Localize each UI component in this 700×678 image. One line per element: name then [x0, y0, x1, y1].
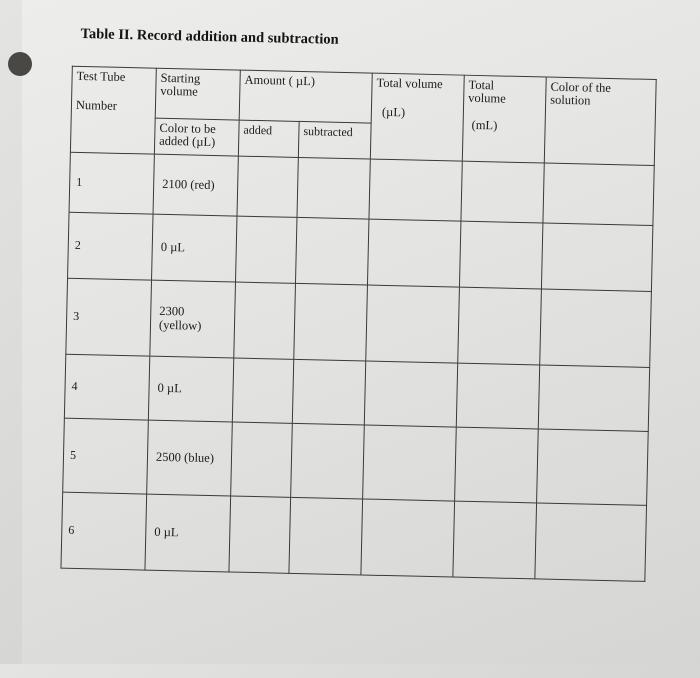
tube-number: 3 — [66, 278, 152, 356]
paper-sheet — [22, 0, 700, 664]
total-volume-ml-cell[interactable] — [456, 363, 539, 429]
added-cell[interactable] — [231, 422, 293, 497]
total-volume-ul-cell[interactable] — [366, 285, 460, 363]
worksheet — [8, 0, 700, 678]
added-cell[interactable] — [236, 216, 297, 283]
total-volume-ml-cell[interactable] — [453, 501, 537, 579]
subtracted-cell[interactable] — [292, 359, 365, 425]
header-color-of-solution: Color of the solution — [544, 77, 656, 165]
record-table — [60, 66, 656, 582]
header-subtracted: subtracted — [298, 121, 371, 159]
table-caption: Table II. Record addition and subtraction — [80, 25, 339, 48]
added-cell[interactable] — [232, 358, 293, 423]
tube-number: 6 — [61, 492, 147, 570]
total-volume-ml-cell[interactable] — [459, 221, 542, 289]
header-total-volume-ml-line2: (mL) — [471, 118, 498, 133]
color-to-be-added-value: 0 µL — [148, 356, 233, 422]
header-amount: Amount ( µL) — [239, 70, 372, 123]
color-of-solution-cell[interactable] — [543, 163, 654, 225]
color-to-be-added-value: 2300 (yellow) — [150, 280, 236, 358]
color-to-be-added-value: 0 µL — [152, 214, 237, 282]
added-cell[interactable] — [234, 282, 296, 359]
table-row — [66, 278, 652, 367]
subtracted-cell[interactable] — [297, 157, 370, 219]
header-test-tube — [70, 66, 156, 154]
color-of-solution-cell[interactable] — [541, 223, 652, 291]
subtracted-cell[interactable] — [289, 497, 363, 575]
tube-number: 4 — [64, 354, 149, 420]
total-volume-ul-cell[interactable] — [367, 219, 460, 287]
total-volume-ml-cell[interactable] — [458, 287, 542, 365]
header-total-volume-ul — [370, 73, 464, 161]
header-total-volume-ul-line1: Total volume — [376, 75, 443, 92]
header-total-volume-ul-line2: (µL) — [381, 104, 406, 120]
header-total-volume-ml — [462, 75, 546, 163]
table-row — [63, 418, 649, 505]
header-added: added — [238, 120, 299, 157]
subtracted-cell[interactable] — [294, 283, 368, 361]
total-volume-ml-cell[interactable] — [455, 427, 539, 503]
color-to-be-added-value: 2100 (red) — [153, 154, 238, 216]
tube-number: 1 — [69, 152, 154, 214]
tube-number: 2 — [68, 212, 153, 280]
header-starting-volume: Starting volume — [155, 68, 240, 120]
color-to-be-added-value: 0 µL — [145, 494, 231, 572]
color-of-solution-cell[interactable] — [540, 289, 652, 367]
table-row — [61, 492, 647, 581]
header-test-tube-line1: Test Tube — [76, 68, 126, 84]
total-volume-ul-cell[interactable] — [364, 361, 457, 427]
total-volume-ml-cell[interactable] — [461, 161, 544, 223]
total-volume-ul-cell[interactable] — [363, 425, 457, 501]
color-to-be-added-value: 2500 (blue) — [147, 420, 233, 496]
subtracted-cell[interactable] — [295, 217, 368, 285]
header-color-to-be-added: Color to be added (µL) — [154, 118, 239, 156]
header-test-tube-line2: Number — [75, 98, 118, 113]
color-of-solution-cell[interactable] — [537, 429, 649, 505]
subtracted-cell[interactable] — [291, 423, 365, 499]
added-cell[interactable] — [237, 156, 298, 217]
color-of-solution-cell[interactable] — [535, 503, 647, 581]
tube-number: 5 — [63, 418, 149, 494]
header-total-volume-ml-line1: Total volume — [468, 77, 506, 106]
color-of-solution-cell[interactable] — [538, 365, 649, 431]
total-volume-ul-cell[interactable] — [361, 499, 455, 577]
added-cell[interactable] — [229, 496, 291, 573]
total-volume-ul-cell[interactable] — [369, 159, 462, 221]
